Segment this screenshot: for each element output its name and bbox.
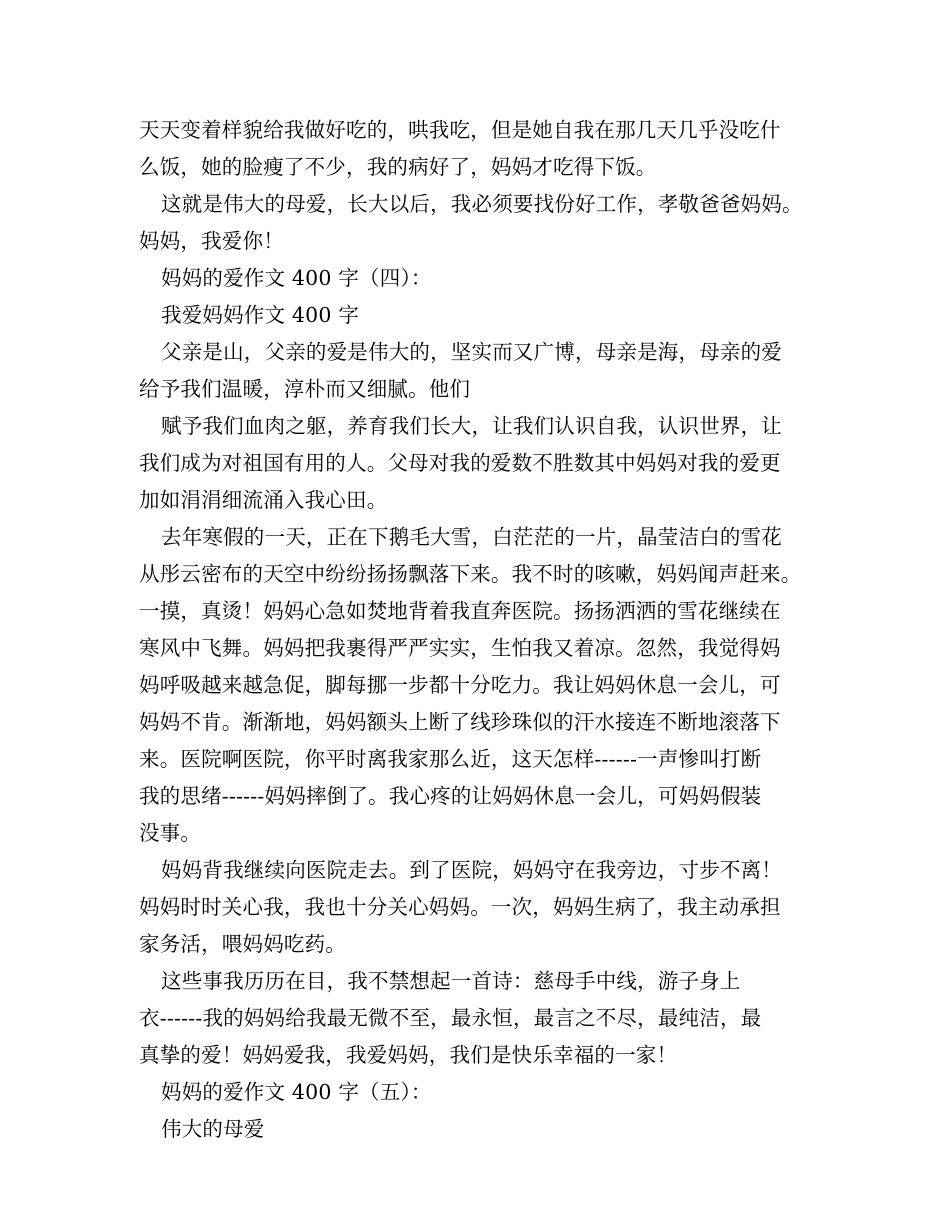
text-line: 这些事我历历在目，我不禁想起一首诗：慈母手中线，游子身上 xyxy=(161,969,741,993)
text-line: 加如涓涓细流涌入我心田。 xyxy=(139,488,388,512)
text-line: 妈妈背我继续向医院走去。到了医院，妈妈守在我旁边，寸步不离！ xyxy=(161,858,782,882)
text-line: 真挚的爱！妈妈爱我，我爱妈妈，我们是快乐幸福的一家！ xyxy=(139,1043,678,1067)
text-line: 这就是伟大的母爱，长大以后，我必须要找份好工作，孝敬爸爸妈妈。 xyxy=(161,192,803,216)
text-line: 妈妈的爱作文 400 字（五）： xyxy=(161,1080,432,1104)
text-line: 妈妈的爱作文 400 字（四）： xyxy=(161,266,432,290)
text-line: 我爱妈妈作文 400 字 xyxy=(161,303,360,327)
text-line: 来。医院啊医院，你平时离我家那么近，这天怎样------一声惨叫打断 xyxy=(139,747,762,771)
text-line: 父亲是山，父亲的爱是伟大的，坚实而又广博，母亲是海，母亲的爱 xyxy=(161,340,782,364)
text-line: 衣------我的妈妈给我最无微不至，最永恒，最言之不尽，最纯洁，最 xyxy=(139,1006,762,1030)
text-line: 赋予我们血肉之躯，养育我们长大，让我们认识自我，认识世界，让 xyxy=(161,414,782,438)
text-line: 伟大的母爱 xyxy=(161,1117,265,1141)
text-line: 给予我们温暖，淳朴而又细腻。他们 xyxy=(139,377,471,401)
text-line: 从彤云密布的天空中纷纷扬扬飘落下来。我不时的咳嗽，妈妈闻声赶来。 xyxy=(139,562,802,586)
text-line: 妈妈不肯。渐渐地，妈妈额头上断了线珍珠似的汗水接连不断地滚落下 xyxy=(139,710,781,734)
text-line: 么饭，她的脸瘦了不少，我的病好了，妈妈才吃得下饭。 xyxy=(139,155,657,179)
text-line: 一摸，真烫！妈妈心急如焚地背着我直奔医院。扬扬洒洒的雪花继续在 xyxy=(139,599,781,623)
text-line: 妈呼吸越来越急促，脚每挪一步都十分吃力。我让妈妈休息一会儿，可 xyxy=(139,673,781,697)
text-line: 天天变着样貌给我做好吃的，哄我吃，但是她自我在那几天几乎没吃什 xyxy=(139,118,781,142)
text-line: 我的思绪------妈妈摔倒了。我心疼的让妈妈休息一会儿，可妈妈假装 xyxy=(139,784,762,808)
text-line: 我们成为对祖国有用的人。父母对我的爱数不胜数其中妈妈对我的爱更 xyxy=(139,451,781,475)
text-line: 没事。 xyxy=(139,821,202,845)
text-line: 去年寒假的一天，正在下鹅毛大雪，白茫茫的一片，晶莹洁白的雪花 xyxy=(161,525,782,549)
text-line: 妈妈时时关心我，我也十分关心妈妈。一次，妈妈生病了，我主动承担 xyxy=(139,895,781,919)
document-body xyxy=(139,112,829,1148)
text-line: 家务活，喂妈妈吃药。 xyxy=(139,932,346,956)
text-line: 妈妈，我爱你！ xyxy=(139,229,284,253)
text-line: 寒风中飞舞。妈妈把我裹得严严实实，生怕我又着凉。忽然，我觉得妈 xyxy=(139,636,781,660)
